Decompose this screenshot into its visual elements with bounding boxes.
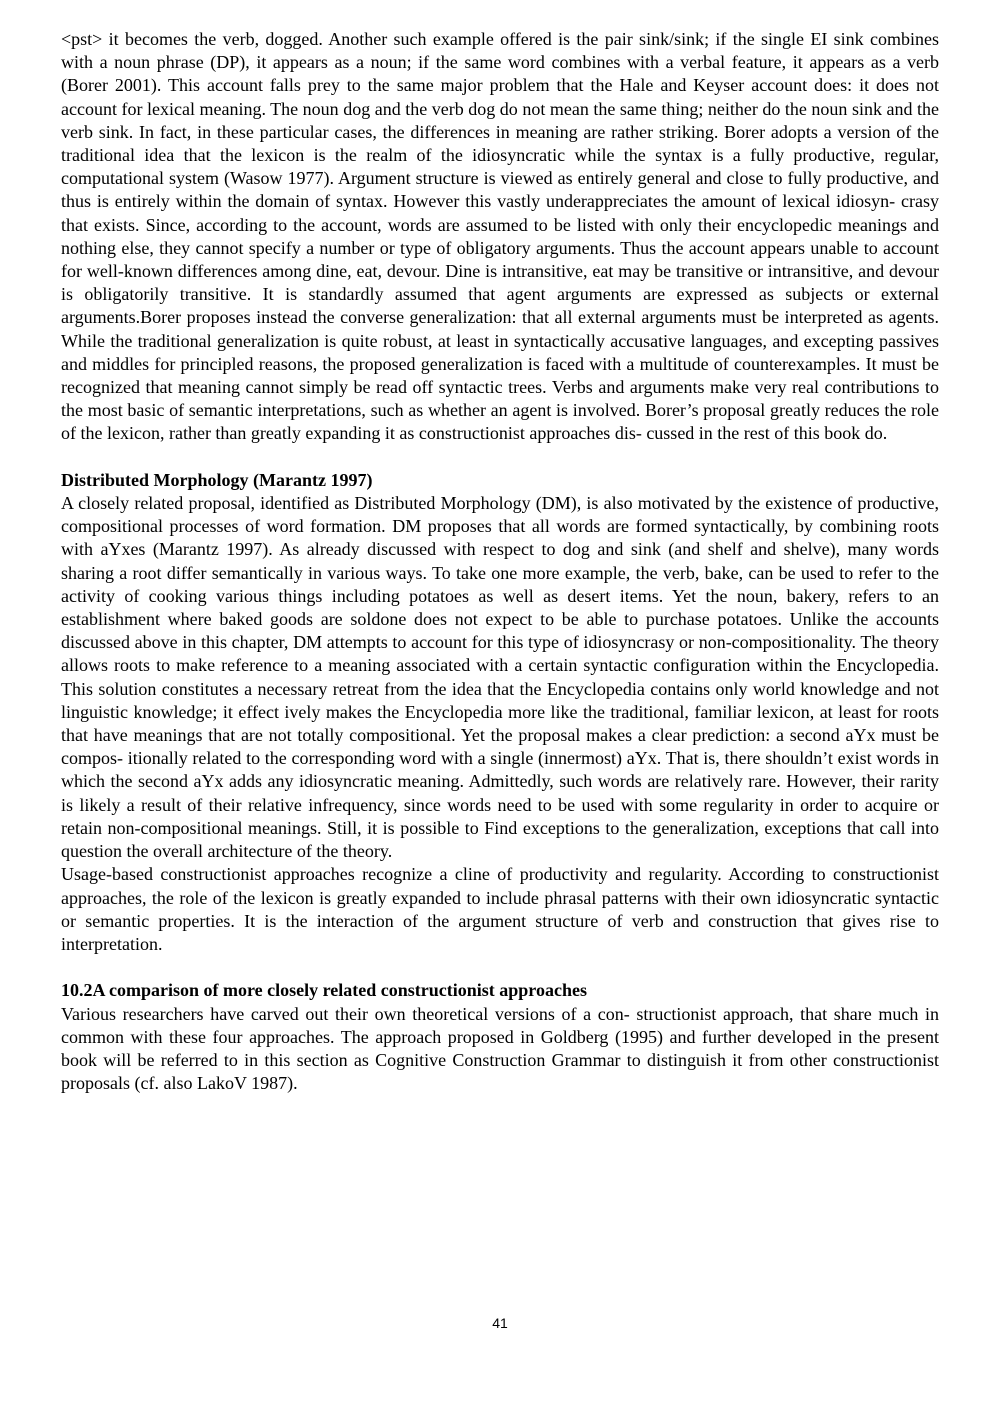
paragraph-distributed-morphology: A closely related proposal, identified as Distributed Morphology (DM), is also motivated by the existence of productive, compositional processes of word formation. DM proposes that all words are formed syntactically, by combining roots with aYxes (Marantz 1997). As already discussed with respect to dog and sink (and shelf and shelve), many words sharing a root differ semantically in various ways. To take one more example, the verb, bake, can be used to refer to the activity of cooking various things including potatoes as well as desert items. Yet the noun, bakery, refers to an establishment where baked goods are soldone does not expect to be able to purchase potatoes. Unlike the accounts discussed above in this chapter, DM attempts to account for this type of idiosyncrasy or non-compositionality. The theory allows roots to make reference to a meaning associated with a certain syntactic configuration within the Encyclopedia. This solution constitutes a necessary retreat from the idea that the Encyclopedia contains only world knowledge and not linguistic knowledge; it effect ively makes the Encyclopedia more like the traditional, familiar lexicon, at least for roots that have meanings that are not totally compositional. Yet the proposal makes a clear prediction: a second aYx must be compos- itionally related to the corresponding word with a single (innermost) aYx. That is, there shouldn’t exist words in which the second aYx adds any idiosyncratic meaning. Admittedly, such words are relatively rare. However, their rarity is likely a result of their relative infrequency, since words need to be used with some regularity in order to acquire or retain non-compositional meanings. Still, it is possible to Find exceptions to the generalization, exceptions that call into question the overall architecture of the theory. [61, 493, 939, 862]
page-body [61, 28, 939, 1095]
section-heading-comparison: 10.2A comparison of more closely related constructionist approaches [61, 980, 587, 1001]
paragraph-gap [61, 446, 939, 469]
page-number: 41 [492, 1315, 508, 1331]
paragraph-gap [61, 956, 939, 979]
paragraph-comparison: Various researchers have carved out their own theoretical versions of a con- structionist approach, that share much in common with these four approaches. The approach proposed in Goldberg (1995) and further developed in the present book will be referred to in this section as Cognitive Construction Grammar to distinguish it from other constructionist proposals (cf. also LakoV 1987). [61, 1003, 939, 1094]
paragraph-usage-based: Usage-based constructionist approaches recognize a cline of productivity and regularity. According to constructionist approaches, the role of the lexicon is greatly expanded to include phrasal patterns with their own idiosyncratic syntactic or semantic properties. It is the interaction of the argument structure of verb and construction that gives rise to interpretation. [61, 864, 939, 954]
paragraph-borer: <pst> it becomes the verb, dogged. Another such example offered is the pair sink/sink; if the single EI sink combines with a noun phrase (DP), it appears as a noun; if the same word combines with a verbal feature, it appears as a verb (Borer 2001). This account falls prey to the same major problem that the Hale and Keyser account does: it does not account for lexical meaning. The noun dog and the verb dog do not mean the same thing; neither do the noun sink and the verb sink. In fact, in these particular cases, the differences in meaning are rather striking. Borer adopts a version of the traditional idea that the lexicon is the realm of the idiosyncratic while the syntax is a fully productive, regular, computational system (Wasow 1977). Argument structure is viewed as entirely general and close to fully productive, and thus is entirely within the domain of syntax. However this vastly underappreciates the amount of lexical idiosyn- crasy that exists. Since, according to the account, words are assumed to be listed with only their encyclopedic meanings and nothing else, they cannot specify a number or type of obligatory arguments. Thus the account appears unable to account for well-known differences among dine, eat, devour. Dine is intransitive, eat may be transitive or intransitive, and devour is obligatorily transitive. It is standardly assumed that agent arguments are expressed as subjects or external arguments.Borer proposes instead the converse generalization: that all external arguments must be interpreted as agents. While the traditional generalization is quite robust, at least in syntactically accusative languages, and excepting passives and middles for principled reasons, the proposed generalization is faced with a multitude of counterexamples. It must be recognized that meaning cannot simply be read off syntactic trees. Verbs and arguments make very real contributions to the most basic of semantic interpretations, such as whether an agent is involved. Borer’s proposal greatly reduces the role of the lexicon, rather than greatly expanding it as constructionist approaches dis- cussed in the rest of this book do. [61, 29, 939, 444]
section-heading-distributed-morphology: Distributed Morphology (Marantz 1997) [61, 469, 373, 490]
